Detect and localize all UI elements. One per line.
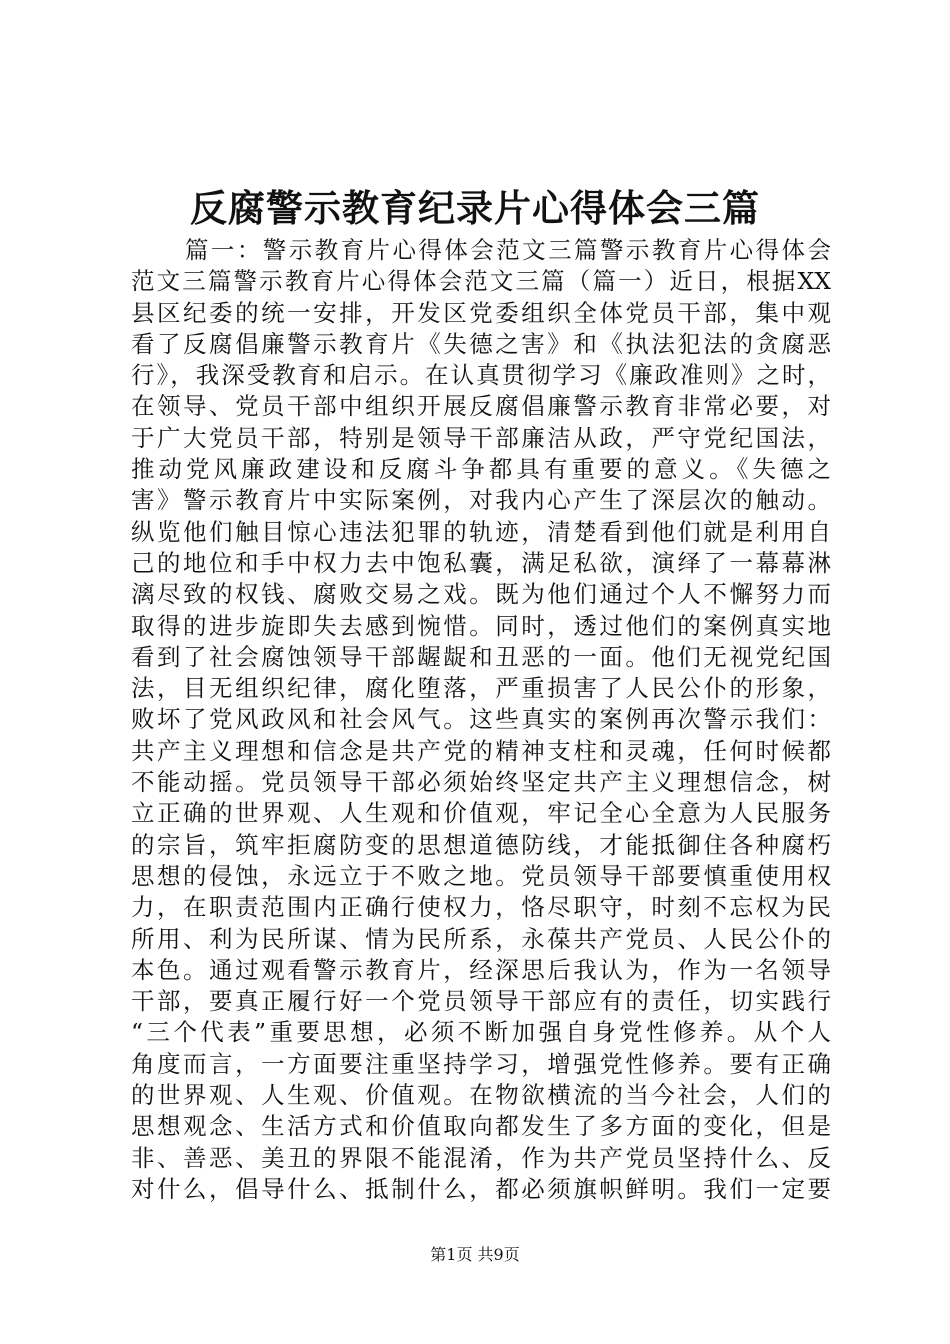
body-line: 纵览他们触目惊心违法犯罪的轨迹，清楚看到他们就是利用自 — [131, 517, 831, 546]
body-line: 干部，要真正履行好一个党员领导干部应有的责任，切实践行 — [131, 987, 831, 1016]
body-line: 县区纪委的统一安排，开发区党委组织全体党员干部，集中观 — [131, 298, 831, 327]
body-line: 取得的进步旋即失去感到惋惜。同时，透过他们的案例真实地 — [131, 611, 831, 640]
page-number-footer: 第1页 共9页 — [430, 1245, 520, 1264]
body-line: 看到了社会腐蚀领导干部龌龊和丑恶的一面。他们无视党纪国 — [131, 642, 831, 671]
body-line: 败坏了党风政风和社会风气。这些真实的案例再次警示我们： — [131, 705, 831, 734]
body-line: 害》警示教育片中实际案例，对我内心产生了深层次的触动。 — [131, 486, 831, 515]
body-line: 共产主义理想和信念是共产党的精神支柱和灵魂，任何时候都 — [131, 736, 831, 765]
body-line: “三个代表”重要思想，必须不断加强自身党性修养。从个人 — [131, 1018, 831, 1047]
body-line: 看了反腐倡廉警示教育片《失德之害》和《执法犯法的贪腐恶 — [131, 329, 831, 358]
body-line: 对什么，倡导什么、抵制什么，都必须旗帜鲜明。我们一定要 — [131, 1174, 831, 1203]
body-line: 立正确的世界观、人生观和价值观，牢记全心全意为人民服务 — [131, 799, 831, 828]
body-line: 范文三篇警示教育片心得体会范文三篇（篇一）近日，根据XX — [131, 267, 831, 296]
page-title: 反腐警示教育纪录片心得体会三篇 — [190, 187, 760, 230]
body-line: 在领导、党员干部中组织开展反腐倡廉警示教育非常必要，对 — [131, 392, 831, 421]
body-line: 所用、利为民所谋、情为民所系，永葆共产党员、人民公仆的 — [131, 924, 831, 953]
body-line: 本色。通过观看警示教育片，经深思后我认为，作为一名领导 — [131, 955, 831, 984]
body-line: 篇一：警示教育片心得体会范文三篇警示教育片心得体会 — [185, 236, 831, 264]
body-line: 于广大党员干部，特别是领导干部廉洁从政，严守党纪国法， — [131, 423, 831, 452]
body-line: 推动党风廉政建设和反腐斗争都具有重要的意义。《失德之 — [131, 455, 831, 484]
body-line: 行》，我深受教育和启示。在认真贯彻学习《廉政准则》之时， — [131, 361, 831, 390]
body-line: 不能动摇。党员领导干部必须始终坚定共产主义理想信念，树 — [131, 768, 831, 797]
body-line: 非、善恶、美丑的界限不能混淆，作为共产党员坚持什么、反 — [131, 1143, 831, 1172]
body-line: 法，目无组织纪律，腐化堕落，严重损害了人民公仆的形象， — [131, 674, 831, 703]
body-line: 己的地位和手中权力去中饱私囊，满足私欲，演绎了一幕幕淋 — [131, 548, 831, 577]
document-body — [131, 235, 831, 1205]
body-line: 角度而言，一方面要注重坚持学习，增强党性修养。要有正确 — [131, 1049, 831, 1078]
body-line: 漓尽致的权钱、腐败交易之戏。既为他们通过个人不懈努力而 — [131, 580, 831, 609]
body-line: 力，在职责范围内正确行使权力，恪尽职守，时刻不忘权为民 — [131, 893, 831, 922]
body-line: 的宗旨，筑牢拒腐防变的思想道德防线，才能抵御住各种腐朽 — [131, 830, 831, 859]
body-line: 思想观念、生活方式和价值取向都发生了多方面的变化，但是 — [131, 1112, 831, 1141]
body-line: 的世界观、人生观、价值观。在物欲横流的当今社会，人们的 — [131, 1081, 831, 1110]
body-line: 思想的侵蚀，永远立于不败之地。党员领导干部要慎重使用权 — [131, 861, 831, 890]
